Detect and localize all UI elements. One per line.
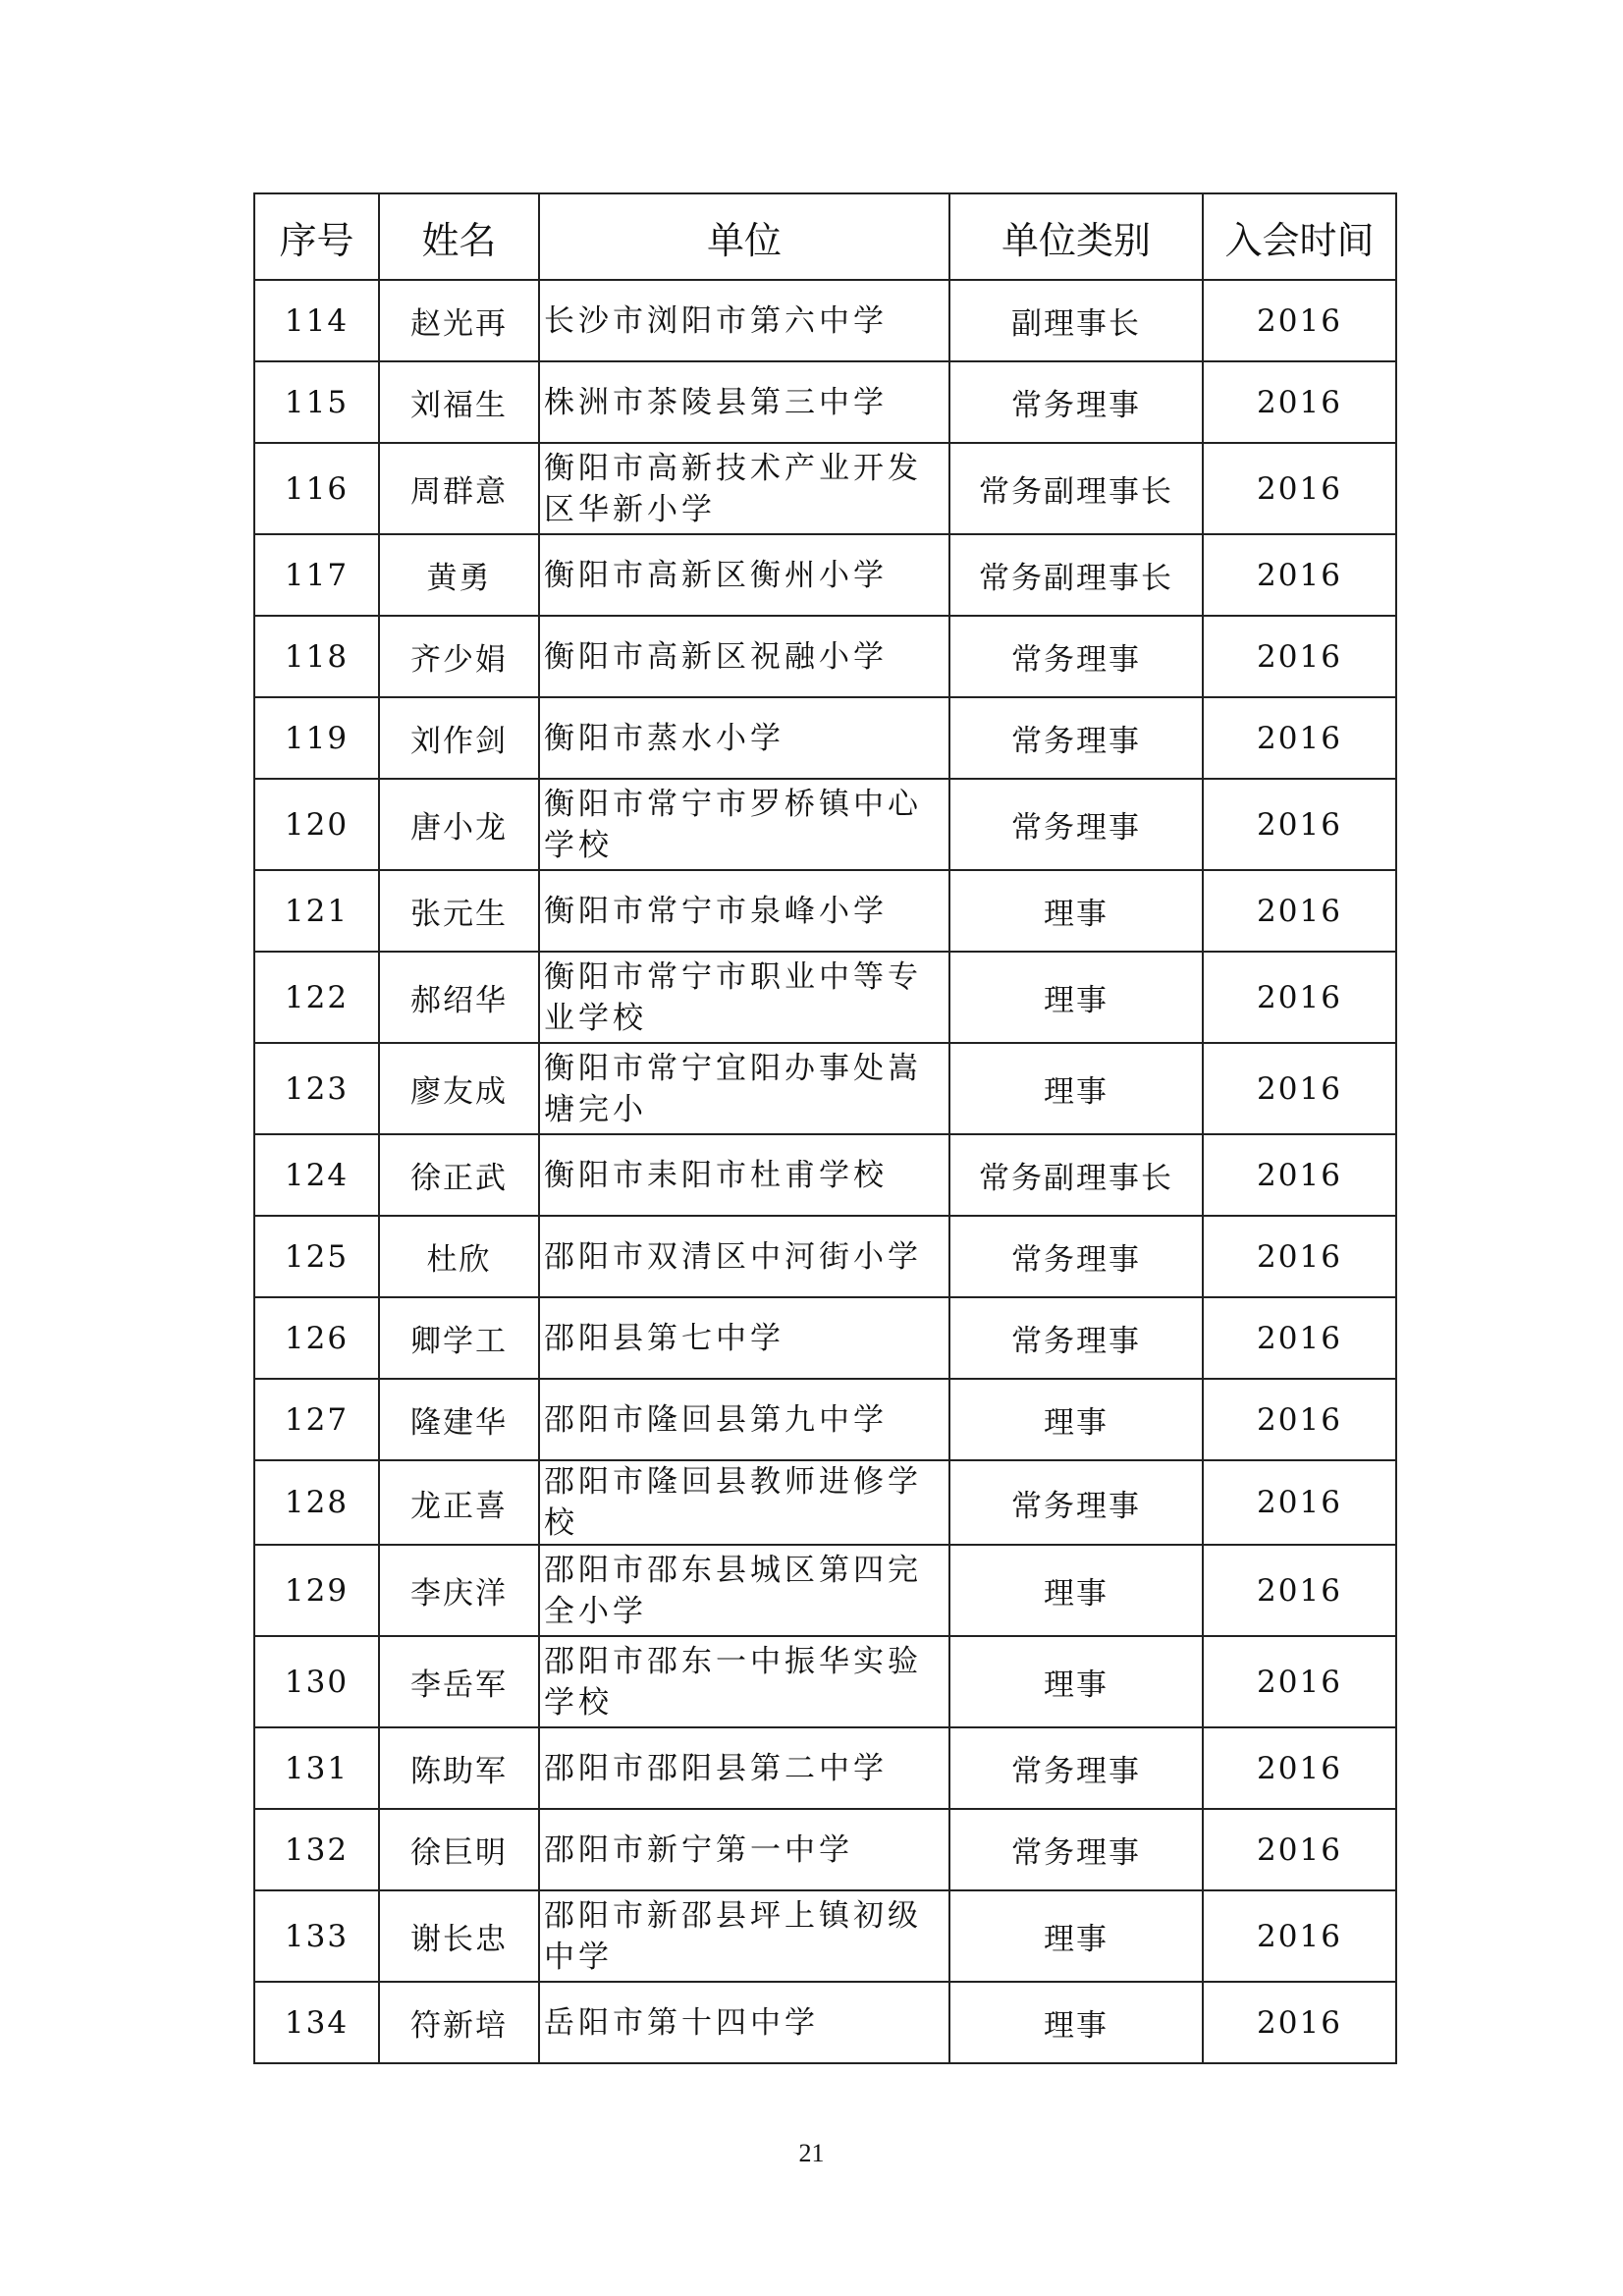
cell-unit: 邵阳市邵东一中振华实验学校 bbox=[539, 1636, 949, 1727]
header-name: 姓名 bbox=[379, 193, 539, 280]
cell-no: 118 bbox=[254, 616, 379, 697]
table-row bbox=[254, 952, 1396, 1043]
cell-no: 128 bbox=[254, 1460, 379, 1545]
cell-unit: 衡阳市耒阳市杜甫学校 bbox=[539, 1134, 949, 1216]
cell-category: 常务理事 bbox=[949, 1460, 1203, 1545]
cell-year: 2016 bbox=[1203, 1134, 1396, 1216]
table-row bbox=[254, 1379, 1396, 1460]
cell-category: 常务理事 bbox=[949, 1727, 1203, 1809]
table-row bbox=[254, 1727, 1396, 1809]
cell-no: 117 bbox=[254, 534, 379, 616]
table-row bbox=[254, 361, 1396, 443]
header-unit: 单位 bbox=[539, 193, 949, 280]
cell-unit: 衡阳市高新区衡州小学 bbox=[539, 534, 949, 616]
cell-category: 理事 bbox=[949, 1545, 1203, 1636]
cell-unit: 衡阳市蒸水小学 bbox=[539, 697, 949, 779]
cell-year: 2016 bbox=[1203, 779, 1396, 870]
cell-name: 刘作剑 bbox=[379, 697, 539, 779]
cell-unit: 衡阳市常宁市泉峰小学 bbox=[539, 870, 949, 952]
cell-no: 130 bbox=[254, 1636, 379, 1727]
cell-name: 黄勇 bbox=[379, 534, 539, 616]
table-row bbox=[254, 1636, 1396, 1727]
table-header-row bbox=[254, 193, 1396, 280]
cell-category: 理事 bbox=[949, 1043, 1203, 1134]
cell-unit: 邵阳市隆回县教师进修学校 bbox=[539, 1460, 949, 1545]
header-join-year: 入会时间 bbox=[1203, 193, 1396, 280]
cell-year: 2016 bbox=[1203, 870, 1396, 952]
cell-year: 2016 bbox=[1203, 1545, 1396, 1636]
cell-unit: 株洲市茶陵县第三中学 bbox=[539, 361, 949, 443]
cell-unit: 邵阳市新邵县坪上镇初级中学 bbox=[539, 1890, 949, 1982]
cell-name: 刘福生 bbox=[379, 361, 539, 443]
header-category: 单位类别 bbox=[949, 193, 1203, 280]
cell-category: 常务理事 bbox=[949, 1216, 1203, 1297]
cell-unit: 邵阳市隆回县第九中学 bbox=[539, 1379, 949, 1460]
table-row bbox=[254, 1297, 1396, 1379]
cell-name: 周群意 bbox=[379, 443, 539, 534]
cell-no: 129 bbox=[254, 1545, 379, 1636]
header-no: 序号 bbox=[254, 193, 379, 280]
table-row bbox=[254, 779, 1396, 870]
cell-no: 116 bbox=[254, 443, 379, 534]
cell-year: 2016 bbox=[1203, 1460, 1396, 1545]
table-row bbox=[254, 1809, 1396, 1890]
cell-name: 赵光再 bbox=[379, 280, 539, 361]
cell-category: 常务理事 bbox=[949, 1809, 1203, 1890]
cell-no: 126 bbox=[254, 1297, 379, 1379]
cell-year: 2016 bbox=[1203, 1982, 1396, 2063]
cell-name: 郝绍华 bbox=[379, 952, 539, 1043]
cell-unit: 衡阳市高新区祝融小学 bbox=[539, 616, 949, 697]
cell-category: 理事 bbox=[949, 1636, 1203, 1727]
cell-unit: 长沙市浏阳市第六中学 bbox=[539, 280, 949, 361]
table-row bbox=[254, 1460, 1396, 1545]
cell-category: 副理事长 bbox=[949, 280, 1203, 361]
cell-name: 李庆洋 bbox=[379, 1545, 539, 1636]
cell-name: 符新培 bbox=[379, 1982, 539, 2063]
cell-category: 理事 bbox=[949, 952, 1203, 1043]
table-row bbox=[254, 1134, 1396, 1216]
cell-name: 李岳军 bbox=[379, 1636, 539, 1727]
cell-no: 134 bbox=[254, 1982, 379, 2063]
cell-year: 2016 bbox=[1203, 952, 1396, 1043]
cell-unit: 邵阳市邵阳县第二中学 bbox=[539, 1727, 949, 1809]
cell-unit: 衡阳市高新技术产业开发区华新小学 bbox=[539, 443, 949, 534]
cell-category: 理事 bbox=[949, 1379, 1203, 1460]
member-table-container bbox=[253, 192, 1395, 2064]
cell-no: 127 bbox=[254, 1379, 379, 1460]
cell-no: 120 bbox=[254, 779, 379, 870]
cell-unit: 衡阳市常宁市罗桥镇中心学校 bbox=[539, 779, 949, 870]
page-number: 21 bbox=[798, 2139, 825, 2167]
cell-name: 齐少娟 bbox=[379, 616, 539, 697]
cell-year: 2016 bbox=[1203, 1379, 1396, 1460]
cell-no: 132 bbox=[254, 1809, 379, 1890]
cell-no: 119 bbox=[254, 697, 379, 779]
cell-category: 理事 bbox=[949, 1890, 1203, 1982]
cell-name: 张元生 bbox=[379, 870, 539, 952]
table-row bbox=[254, 1043, 1396, 1134]
cell-year: 2016 bbox=[1203, 1809, 1396, 1890]
cell-name: 隆建华 bbox=[379, 1379, 539, 1460]
cell-year: 2016 bbox=[1203, 443, 1396, 534]
table-row bbox=[254, 616, 1396, 697]
cell-category: 常务理事 bbox=[949, 616, 1203, 697]
cell-unit: 邵阳市双清区中河街小学 bbox=[539, 1216, 949, 1297]
cell-name: 卿学工 bbox=[379, 1297, 539, 1379]
cell-no: 125 bbox=[254, 1216, 379, 1297]
cell-year: 2016 bbox=[1203, 1297, 1396, 1379]
table-row bbox=[254, 280, 1396, 361]
cell-no: 124 bbox=[254, 1134, 379, 1216]
cell-year: 2016 bbox=[1203, 1043, 1396, 1134]
cell-year: 2016 bbox=[1203, 697, 1396, 779]
cell-year: 2016 bbox=[1203, 361, 1396, 443]
cell-year: 2016 bbox=[1203, 616, 1396, 697]
cell-year: 2016 bbox=[1203, 1216, 1396, 1297]
cell-unit: 邵阳市邵东县城区第四完全小学 bbox=[539, 1545, 949, 1636]
cell-category: 理事 bbox=[949, 1982, 1203, 2063]
cell-category: 常务理事 bbox=[949, 361, 1203, 443]
cell-no: 131 bbox=[254, 1727, 379, 1809]
table-row bbox=[254, 443, 1396, 534]
cell-unit: 衡阳市常宁宜阳办事处嵩塘完小 bbox=[539, 1043, 949, 1134]
cell-category: 常务副理事长 bbox=[949, 534, 1203, 616]
cell-category: 常务理事 bbox=[949, 1297, 1203, 1379]
cell-year: 2016 bbox=[1203, 280, 1396, 361]
cell-name: 徐正武 bbox=[379, 1134, 539, 1216]
cell-category: 常务理事 bbox=[949, 779, 1203, 870]
cell-name: 龙正喜 bbox=[379, 1460, 539, 1545]
cell-name: 徐巨明 bbox=[379, 1809, 539, 1890]
cell-unit: 邵阳市新宁第一中学 bbox=[539, 1809, 949, 1890]
cell-no: 133 bbox=[254, 1890, 379, 1982]
cell-unit: 岳阳市第十四中学 bbox=[539, 1982, 949, 2063]
cell-category: 常务副理事长 bbox=[949, 443, 1203, 534]
cell-unit: 衡阳市常宁市职业中等专业学校 bbox=[539, 952, 949, 1043]
cell-year: 2016 bbox=[1203, 1727, 1396, 1809]
cell-no: 115 bbox=[254, 361, 379, 443]
cell-name: 杜欣 bbox=[379, 1216, 539, 1297]
cell-name: 廖友成 bbox=[379, 1043, 539, 1134]
table-row bbox=[254, 870, 1396, 952]
cell-year: 2016 bbox=[1203, 534, 1396, 616]
table-row bbox=[254, 697, 1396, 779]
cell-unit: 邵阳县第七中学 bbox=[539, 1297, 949, 1379]
cell-year: 2016 bbox=[1203, 1636, 1396, 1727]
cell-category: 常务理事 bbox=[949, 697, 1203, 779]
cell-category: 常务副理事长 bbox=[949, 1134, 1203, 1216]
table-row bbox=[254, 1890, 1396, 1982]
cell-year: 2016 bbox=[1203, 1890, 1396, 1982]
member-table bbox=[253, 192, 1397, 2064]
cell-no: 114 bbox=[254, 280, 379, 361]
cell-category: 理事 bbox=[949, 870, 1203, 952]
table-row bbox=[254, 1216, 1396, 1297]
table-row bbox=[254, 1982, 1396, 2063]
cell-name: 陈助军 bbox=[379, 1727, 539, 1809]
table-row bbox=[254, 534, 1396, 616]
cell-name: 谢长忠 bbox=[379, 1890, 539, 1982]
cell-no: 121 bbox=[254, 870, 379, 952]
cell-name: 唐小龙 bbox=[379, 779, 539, 870]
cell-no: 123 bbox=[254, 1043, 379, 1134]
cell-no: 122 bbox=[254, 952, 379, 1043]
table-row bbox=[254, 1545, 1396, 1636]
